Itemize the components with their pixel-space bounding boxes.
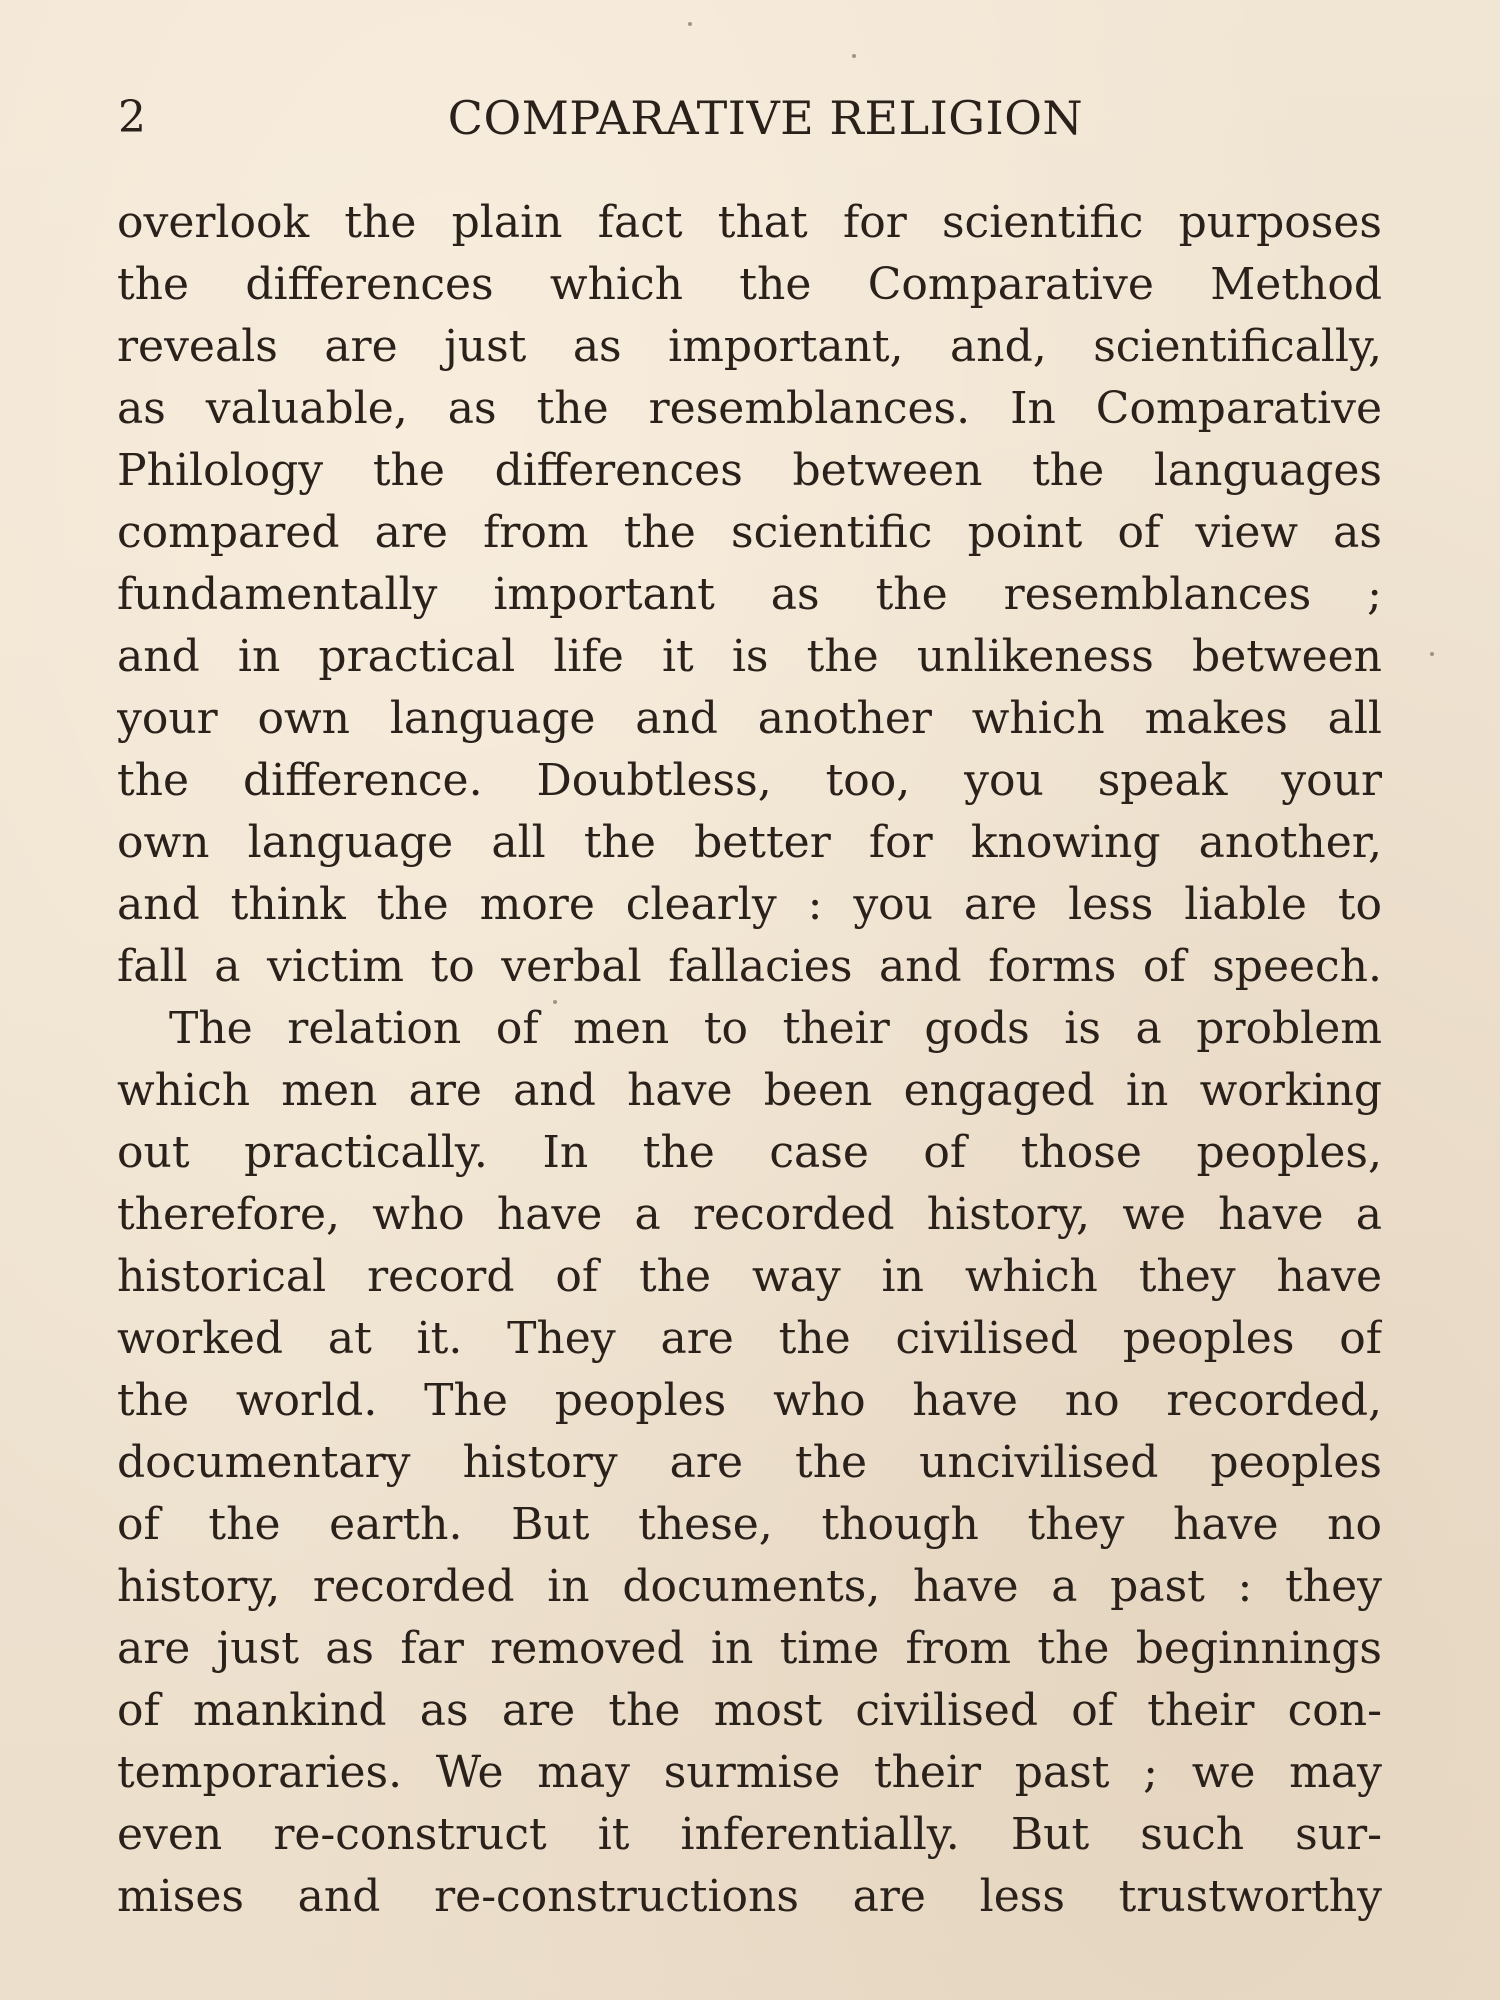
text-line: fall a victim to verbal fallacies and forms of speech. xyxy=(117,941,1382,992)
paper-speck xyxy=(688,22,692,26)
text-line: Philology the differences between the languages xyxy=(117,445,1382,496)
text-line: are just as far removed in time from the beginnings xyxy=(117,1623,1382,1674)
text-line: and in practical life it is the unlikeness between xyxy=(117,631,1382,682)
text-line: the difference. Doubtless, too, you speak your xyxy=(117,755,1382,806)
text-line: therefore, who have a recorded history, we have a xyxy=(117,1189,1382,1240)
text-line: temporaries. We may surmise their past ; we may xyxy=(117,1747,1382,1798)
text-line: documentary history are the uncivilised peoples xyxy=(117,1437,1382,1488)
text-line: own language all the better for knowing another, xyxy=(117,817,1382,868)
text-line: mises and re-constructions are less trustworthy xyxy=(117,1871,1382,1922)
text-line: historical record of the way in which they have xyxy=(117,1251,1382,1302)
text-line: and think the more clearly : you are less liable to xyxy=(117,879,1382,930)
text-line: history, recorded in documents, have a past : they xyxy=(117,1561,1382,1612)
text-line: reveals are just as important, and, scientifically, xyxy=(117,321,1382,372)
text-line: of the earth. But these, though they have no xyxy=(117,1499,1382,1550)
body-text xyxy=(117,192,1382,1928)
paper-speck xyxy=(553,1000,557,1004)
text-line: the differences which the Comparative Method xyxy=(117,259,1382,310)
text-line: overlook the plain fact that for scientific purposes xyxy=(117,197,1382,248)
running-head xyxy=(118,88,1383,148)
text-line: worked at it. They are the civilised peoples of xyxy=(117,1313,1382,1364)
text-line: your own language and another which makes all xyxy=(117,693,1382,744)
text-line: fundamentally important as the resemblances ; xyxy=(117,569,1382,620)
text-line: The relation of men to their gods is a problem xyxy=(169,1003,1382,1054)
paper-speck xyxy=(1430,652,1434,656)
paper-speck xyxy=(852,54,856,58)
running-title: COMPARATIVE RELIGION xyxy=(447,91,1084,145)
page-number: 2 xyxy=(118,92,147,143)
text-line: out practically. In the case of those peoples, xyxy=(117,1127,1382,1178)
text-line: of mankind as are the most civilised of their con- xyxy=(117,1685,1382,1736)
text-line: as valuable, as the resemblances. In Comparative xyxy=(117,383,1382,434)
text-line: compared are from the scientific point of view as xyxy=(117,507,1382,558)
text-line: even re-construct it inferentially. But such sur- xyxy=(117,1809,1382,1860)
text-line: the world. The peoples who have no recorded, xyxy=(117,1375,1382,1426)
text-line: which men are and have been engaged in working xyxy=(117,1065,1382,1116)
